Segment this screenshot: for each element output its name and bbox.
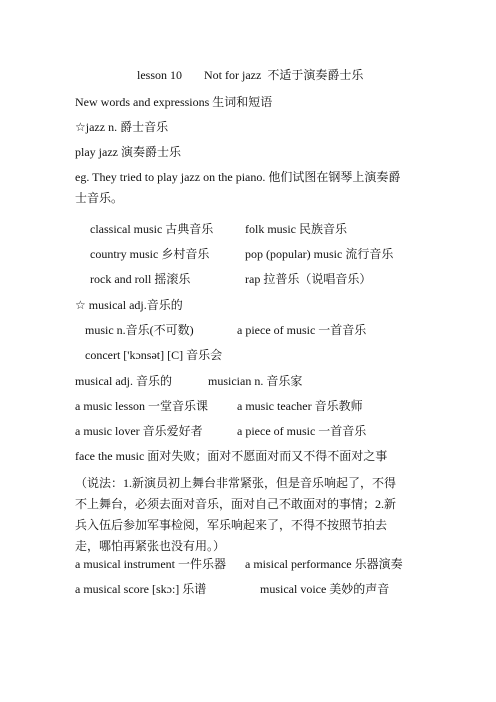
genre-classical: classical music 古典音乐 bbox=[90, 222, 214, 236]
lesson-title bbox=[137, 68, 363, 83]
entry-piece-of-music: a piece of music 一首音乐 bbox=[237, 323, 367, 337]
explanation-paragraph: （说法：1.新演员初上舞台非常紧张，但是音乐响起了，不得不上舞台，必须去面对音乐，面对自己不敢面对的事情；2.新兵入伍后参加军事检阅，军乐响起来了，不得不按照节拍去走，哪怕再紧张也没有用。） bbox=[75, 476, 397, 553]
entry-music-teacher: a music teacher 音乐教师 bbox=[237, 399, 363, 413]
lesson-name-cn: 不适于演奏爵士乐 bbox=[267, 68, 364, 82]
entry-musical-instrument: a musical instrument 一件乐器 bbox=[75, 557, 226, 571]
entry-face-the-music: face the music 面对失败；面对不愿面对而又不得不面对之事 bbox=[75, 449, 388, 463]
entry-music: music n.音乐(不可数) bbox=[85, 323, 194, 337]
section-heading: New words and expressions 生词和短语 bbox=[75, 95, 273, 109]
genre-pop: pop (popular) music 流行音乐 bbox=[245, 247, 394, 261]
entry-musical-voice: musical voice 美妙的声音 bbox=[260, 582, 390, 596]
genre-folk: folk music 民族音乐 bbox=[245, 222, 347, 236]
genre-country: country music 乡村音乐 bbox=[90, 247, 210, 261]
entry-play-jazz: play jazz 演奏爵士乐 bbox=[75, 145, 181, 159]
entry-musical-adj: musical adj. 音乐的 bbox=[75, 374, 172, 388]
entry-musical-score: a musical score [skɔ:] 乐谱 bbox=[75, 582, 207, 596]
entry-musician: musician n. 音乐家 bbox=[208, 374, 303, 388]
example-sentence: eg. They tried to play jazz on the piano. 他们试图在钢琴上演奏爵士音乐。 bbox=[75, 170, 401, 205]
entry-musical-performance: a misical performance 乐器演奏 bbox=[245, 557, 403, 571]
entry-music-lover: a music lover 音乐爱好者 bbox=[75, 424, 203, 438]
genre-rock: rock and roll 摇滚乐 bbox=[90, 272, 191, 286]
entry-jazz: ☆jazz n. 爵士音乐 bbox=[75, 120, 169, 134]
lesson-name: Not for jazz bbox=[204, 68, 262, 82]
genre-rap: rap 拉普乐（说唱音乐） bbox=[245, 272, 372, 286]
entry-piece-of-music-2: a piece of music 一首音乐 bbox=[237, 424, 367, 438]
lesson-number: lesson 10 bbox=[137, 68, 182, 82]
musical-heading: ☆ musical adj.音乐的 bbox=[75, 298, 183, 312]
entry-music-lesson: a music lesson 一堂音乐课 bbox=[75, 399, 208, 413]
entry-concert: concert ['kɔnsət] [C] 音乐会 bbox=[85, 348, 223, 362]
